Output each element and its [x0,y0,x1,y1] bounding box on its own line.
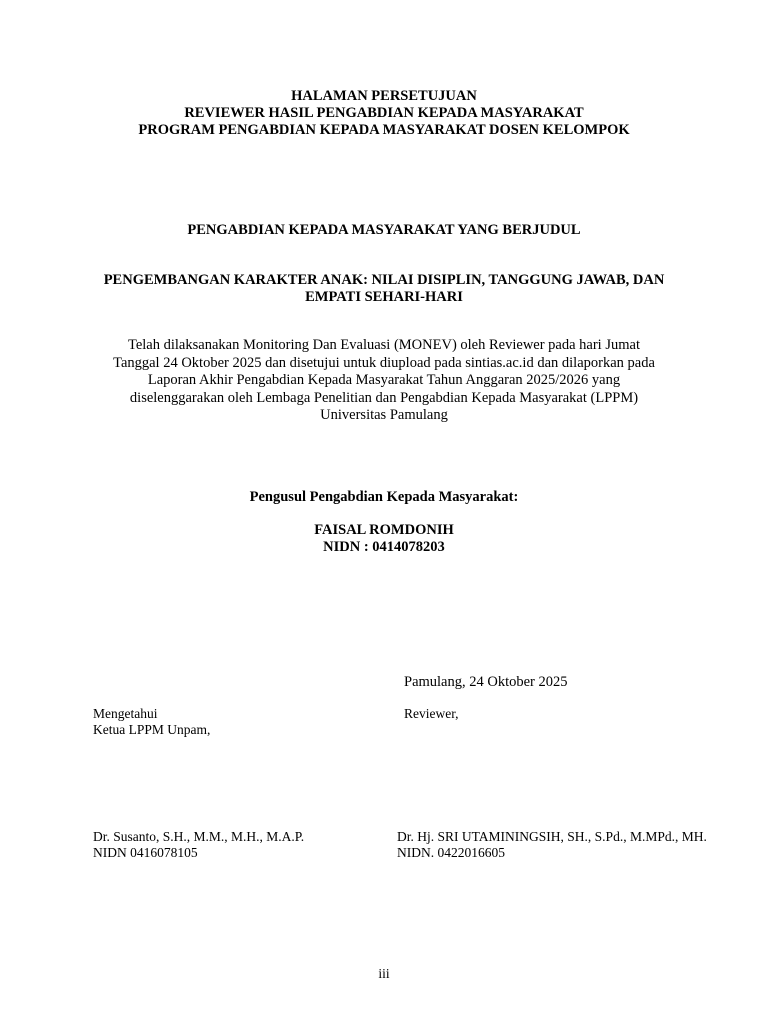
page-number: iii [378,966,390,981]
subheading: PENGABDIAN KEPADA MASYARAKAT YANG BERJUDUL [187,222,581,238]
left-signatory-name: Dr. Susanto, S.H., M.M., M.H., M.A.P. [93,829,305,844]
header-line-2: REVIEWER HASIL PENGABDIAN KEPADA MASYARAKAT [184,105,584,121]
statement-line-1: Telah dilaksanakan Monitoring Dan Evaluasi (MONEV) oleh Reviewer pada hari Jumat [128,337,640,353]
document-header [0,88,768,139]
header-line-1: HALAMAN PERSETUJUAN [291,88,477,104]
left-signatory-header [93,706,210,738]
proposer-name: FAISAL ROMDONIH [314,522,454,538]
place-date: Pamulang, 24 Oktober 2025 [404,674,568,690]
left-signatory-line-2: Ketua LPPM Unpam, [93,722,211,737]
right-signatory-nidn: NIDN. 0422016605 [397,845,505,860]
right-signatory-line-1: Reviewer, [404,706,459,721]
statement-line-4: diselenggarakan oleh Lembaga Penelitian dan Pengabdian Kepada Masyarakat (LPPM) [129,389,639,406]
project-title-line-1: PENGEMBANGAN KARAKTER ANAK: NILAI DISIPLIN, TANGGUNG JAWAB, DAN [103,272,665,288]
left-signatory-footer [93,829,304,861]
right-signatory-footer [397,829,707,861]
approval-statement [0,337,768,425]
project-title-line-2: EMPATI SEHARI-HARI [305,289,463,305]
left-signatory-nidn: NIDN 0416078105 [93,845,198,860]
proposer-nidn: NIDN : 0414078203 [323,539,445,555]
statement-line-2: Tanggal 24 Oktober 2025 dan disetujui untuk diupload pada sintias.ac.id dan dilaporkan pada [113,354,655,371]
statement-line-3: Laporan Akhir Pengabdian Kepada Masyarakat Tahun Anggaran 2025/2026 yang [147,372,621,388]
right-signatory-header [404,706,459,722]
statement-line-5: Universitas Pamulang [320,407,448,423]
right-signatory-name: Dr. Hj. SRI UTAMININGSIH, SH., S.Pd., M.MPd., MH. [397,829,707,844]
project-title [0,272,768,306]
proposer-label: Pengusul Pengabdian Kepada Masyarakat: [249,489,519,505]
left-signatory-line-1: Mengetahui [93,706,158,721]
header-line-3: PROGRAM PENGABDIAN KEPADA MASYARAKAT DOSEN KELOMPOK [138,122,630,138]
proposer-block [0,522,768,556]
